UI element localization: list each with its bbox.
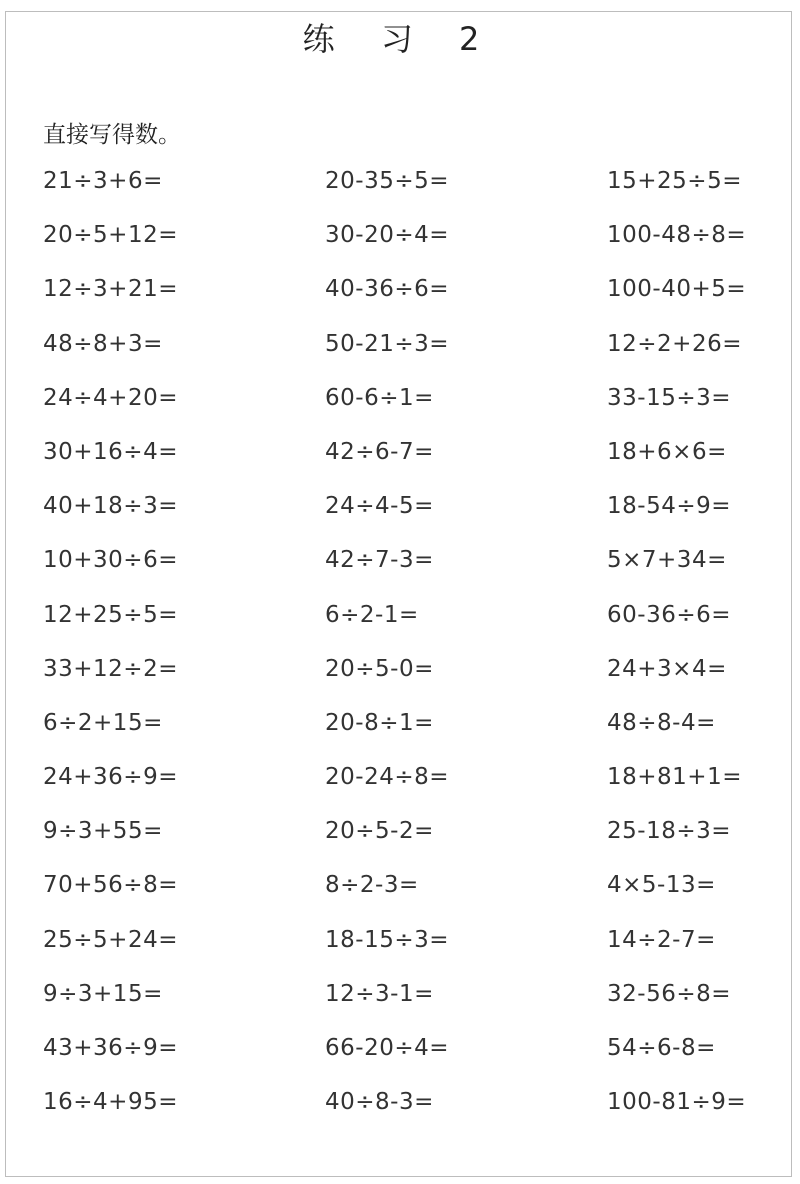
problem-row	[43, 168, 783, 222]
problem-item: 6÷2-1=	[325, 601, 419, 628]
problem-item: 20÷5+12=	[43, 222, 178, 249]
problem-item: 20-35÷5=	[325, 168, 450, 194]
problem-row	[43, 1089, 783, 1143]
instruction-text: 直接写得数。	[43, 122, 181, 148]
problem-item: 50-21÷3=	[325, 330, 450, 357]
problem-row	[43, 602, 783, 656]
problem-item: 18+81+1=	[607, 764, 742, 791]
problem-row	[43, 927, 783, 981]
problem-item: 9÷3+15=	[43, 980, 163, 1007]
problem-item: 30+16÷4=	[43, 438, 178, 465]
problem-item: 40÷8-3=	[325, 1089, 434, 1116]
problem-row	[43, 872, 783, 926]
problem-item: 60-36÷6=	[607, 601, 732, 628]
problem-item: 25÷5+24=	[43, 926, 178, 953]
problem-row	[43, 764, 783, 818]
problem-row	[43, 439, 783, 493]
problem-item: 100-48÷8=	[607, 222, 747, 249]
problem-row	[43, 656, 783, 710]
problem-row	[43, 222, 783, 276]
problem-item: 30-20÷4=	[325, 222, 450, 249]
problem-row	[43, 710, 783, 764]
problem-row	[43, 547, 783, 601]
problem-item: 20-24÷8=	[325, 764, 450, 791]
problem-item: 40+18÷3=	[43, 493, 178, 520]
problem-item: 43+36÷9=	[43, 1035, 178, 1061]
problem-item: 48÷8+3=	[43, 330, 163, 357]
problem-item: 10+30÷6=	[43, 547, 178, 574]
problem-item: 24+3×4=	[607, 655, 727, 682]
problem-item: 70+56÷8=	[43, 872, 178, 899]
problem-row	[43, 818, 783, 872]
problem-item: 54÷6-8=	[607, 1035, 716, 1061]
problem-row	[43, 493, 783, 547]
problem-row	[43, 385, 783, 439]
problem-item: 66-20÷4=	[325, 1035, 450, 1061]
problem-item: 24÷4-5=	[325, 493, 434, 520]
problem-item: 9÷3+55=	[43, 818, 163, 845]
problem-item: 20-8÷1=	[325, 709, 434, 736]
problem-item: 12÷3+21=	[43, 276, 178, 303]
problem-item: 15+25÷5=	[607, 168, 742, 194]
problem-item: 6÷2+15=	[43, 709, 163, 736]
problem-item: 48÷8-4=	[607, 709, 716, 736]
problem-item: 16÷4+95=	[43, 1089, 178, 1116]
problem-row	[43, 276, 783, 330]
problem-item: 20÷5-0=	[325, 655, 434, 682]
problem-item: 24÷4+20=	[43, 384, 178, 411]
problem-item: 5×7+34=	[607, 547, 727, 574]
problem-row	[43, 1035, 783, 1089]
problem-item: 18+6×6=	[607, 438, 727, 465]
problem-item: 100-40+5=	[607, 276, 747, 303]
page-title: 练 习 2	[302, 20, 498, 58]
problem-item: 40-36÷6=	[325, 276, 450, 303]
problem-grid	[43, 168, 783, 1143]
problem-item: 25-18÷3=	[607, 818, 732, 845]
problem-item: 60-6÷1=	[325, 384, 434, 411]
problem-item: 18-15÷3=	[325, 926, 450, 953]
problem-row	[43, 981, 783, 1035]
problem-item: 14÷2-7=	[607, 926, 716, 953]
problem-item: 32-56÷8=	[607, 980, 732, 1007]
problem-item: 20÷5-2=	[325, 818, 434, 845]
problem-item: 100-81÷9=	[607, 1089, 747, 1116]
problem-item: 12÷3-1=	[325, 980, 434, 1007]
problem-item: 4×5-13=	[607, 872, 716, 899]
problem-row	[43, 331, 783, 385]
problem-item: 21÷3+6=	[43, 168, 163, 194]
problem-item: 42÷7-3=	[325, 547, 434, 574]
problem-item: 33-15÷3=	[607, 384, 732, 411]
problem-item: 12+25÷5=	[43, 601, 178, 628]
problem-item: 33+12÷2=	[43, 655, 178, 682]
problem-item: 12÷2+26=	[607, 330, 742, 357]
problem-item: 8÷2-3=	[325, 872, 419, 899]
problem-item: 24+36÷9=	[43, 764, 178, 791]
problem-item: 18-54÷9=	[607, 493, 732, 520]
problem-item: 42÷6-7=	[325, 438, 434, 465]
